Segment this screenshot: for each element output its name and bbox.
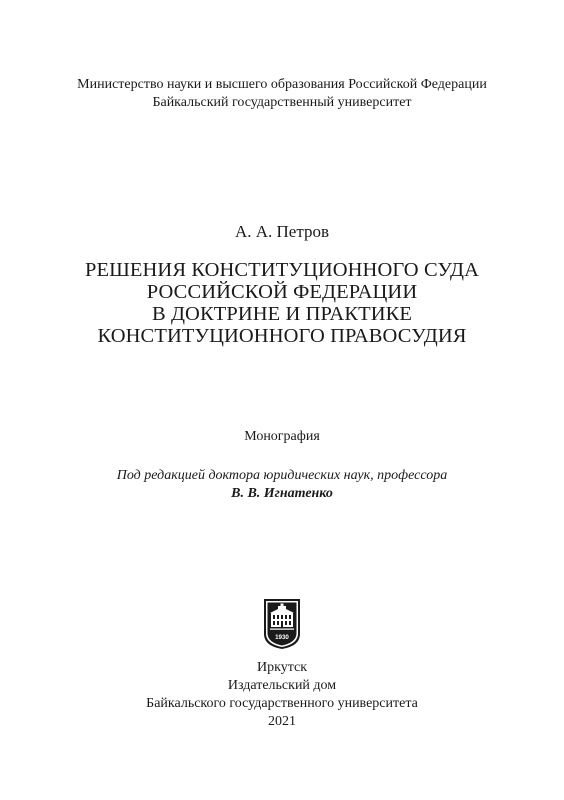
editor-credit bbox=[0, 467, 564, 503]
genre-label: Монография bbox=[244, 429, 320, 444]
author-name: А. А. Петров bbox=[234, 222, 330, 241]
city: Иркутск bbox=[256, 660, 308, 675]
imprint bbox=[0, 659, 564, 731]
title-line: КОНСТИТУЦИОННОГО ПРАВОСУДИЯ bbox=[97, 325, 467, 347]
publisher-line: Байкальского государственного университета bbox=[146, 696, 418, 711]
book-title bbox=[0, 259, 564, 347]
publisher-line: Издательский дом bbox=[227, 678, 337, 693]
ministry-name: Министерство науки и высшего образования Российской Федерации bbox=[77, 77, 487, 92]
university-emblem-icon bbox=[263, 598, 301, 650]
university-name: Байкальский государственный университет bbox=[152, 95, 412, 110]
title-line: РЕШЕНИЯ КОНСТИТУЦИОННОГО СУДА bbox=[85, 259, 479, 281]
title-line: РОССИЙСКОЙ ФЕДЕРАЦИИ bbox=[146, 281, 418, 303]
editor-name: В. В. Игнатенко bbox=[231, 486, 333, 501]
emblem-year: 1930 bbox=[275, 634, 289, 641]
institution-header bbox=[0, 76, 564, 112]
publication-year: 2021 bbox=[268, 714, 296, 729]
editor-intro: Под редакцией доктора юридических наук, профессора bbox=[116, 468, 448, 483]
title-line: В ДОКТРИНЕ И ПРАКТИКЕ bbox=[151, 303, 413, 325]
